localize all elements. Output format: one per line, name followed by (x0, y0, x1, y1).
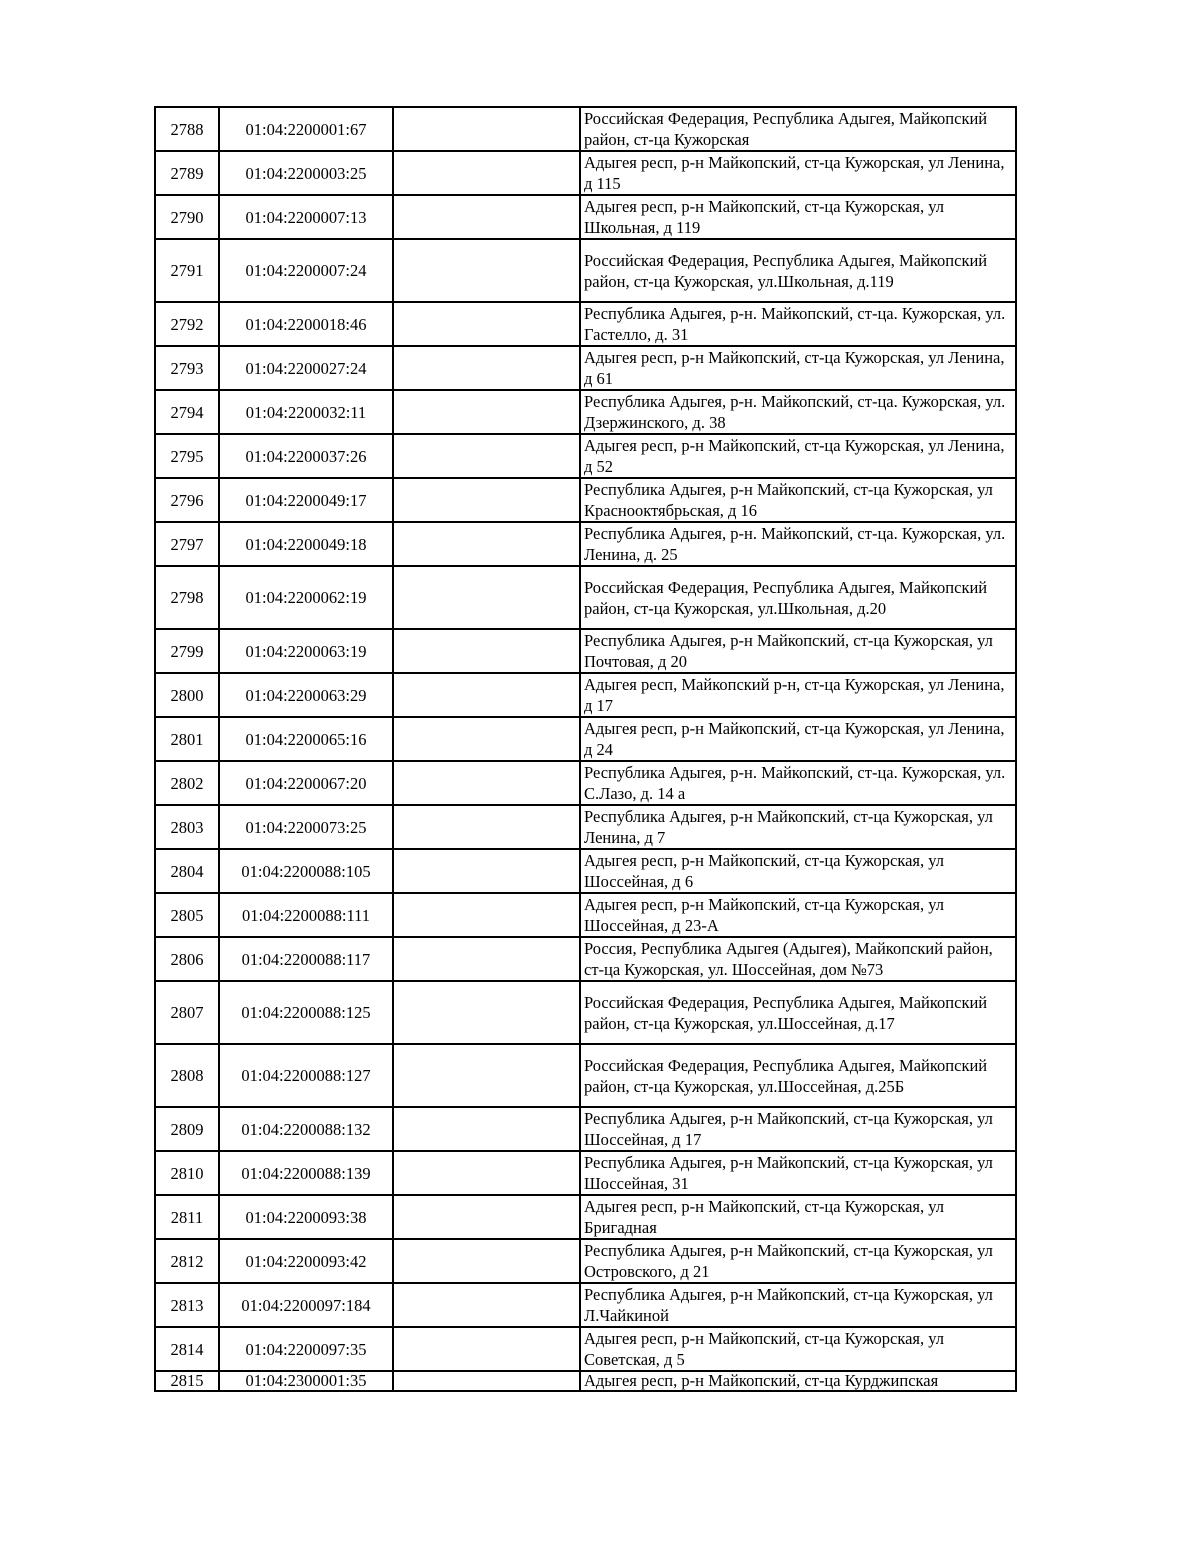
address-cell: Россия, Республика Адыгея (Адыгея), Майкопский район, ст-ца Кужорская, ул. Шоссейная, дом №73 (580, 937, 1016, 981)
address-cell: Адыгея респ, р-н Майкопский, ст-ца Кужорская, ул Школьная, д 119 (580, 195, 1016, 239)
cadastral-number-cell: 01:04:2200093:42 (219, 1239, 393, 1283)
table-row (155, 1371, 1016, 1391)
empty-cell (393, 566, 580, 629)
address-cell: Республика Адыгея, р-н Майкопский, ст-ца Кужорская, ул Островского, д 21 (580, 1239, 1016, 1283)
table-row (155, 629, 1016, 673)
address-cell: Адыгея респ, р-н Майкопский, ст-ца Кужорская, ул Бригадная (580, 1195, 1016, 1239)
empty-cell (393, 761, 580, 805)
table-row (155, 107, 1016, 151)
row-number-cell: 2806 (155, 937, 219, 981)
row-number-cell: 2809 (155, 1107, 219, 1151)
cadastral-number-cell: 01:04:2200037:26 (219, 434, 393, 478)
address-cell: Республика Адыгея, р-н Майкопский, ст-ца Кужорская, ул Почтовая, д 20 (580, 629, 1016, 673)
address-cell: Республика Адыгея, р-н Майкопский, ст-ца Кужорская, ул Краснооктябрьская, д 16 (580, 478, 1016, 522)
address-cell: Республика Адыгея, р-н. Майкопский, ст-ца. Кужорская, ул. Дзержинского, д. 38 (580, 390, 1016, 434)
empty-cell (393, 302, 580, 346)
row-number-cell: 2793 (155, 346, 219, 390)
cadastral-number-cell: 01:04:2200001:67 (219, 107, 393, 151)
row-number-cell: 2797 (155, 522, 219, 566)
table-row (155, 981, 1016, 1044)
empty-cell (393, 1283, 580, 1327)
address-cell: Российская Федерация, Республика Адыгея, Майкопский район, ст-ца Кужорская, ул.Школьная, д.20 (580, 566, 1016, 629)
table-row (155, 195, 1016, 239)
cadastral-number-cell: 01:04:2200088:105 (219, 849, 393, 893)
row-number-cell: 2815 (155, 1371, 219, 1391)
cadastral-number-cell: 01:04:2200027:24 (219, 346, 393, 390)
address-cell: Республика Адыгея, р-н Майкопский, ст-ца Кужорская, ул Л.Чайкиной (580, 1283, 1016, 1327)
address-cell: Адыгея респ, р-н Майкопский, ст-ца Кужорская, ул Ленина, д 61 (580, 346, 1016, 390)
table-row (155, 1239, 1016, 1283)
address-cell: Республика Адыгея, р-н Майкопский, ст-ца Кужорская, ул Шоссейная, 31 (580, 1151, 1016, 1195)
table-row (155, 346, 1016, 390)
row-number-cell: 2804 (155, 849, 219, 893)
table-row (155, 937, 1016, 981)
cadastral-number-cell: 01:04:2200073:25 (219, 805, 393, 849)
empty-cell (393, 673, 580, 717)
row-number-cell: 2799 (155, 629, 219, 673)
table-row (155, 390, 1016, 434)
table-row (155, 761, 1016, 805)
cadastral-number-cell: 01:04:2200049:17 (219, 478, 393, 522)
table-row (155, 566, 1016, 629)
empty-cell (393, 151, 580, 195)
row-number-cell: 2814 (155, 1327, 219, 1371)
row-number-cell: 2801 (155, 717, 219, 761)
row-number-cell: 2796 (155, 478, 219, 522)
row-number-cell: 2792 (155, 302, 219, 346)
address-cell: Адыгея респ, р-н Майкопский, ст-ца Кужорская, ул Ленина, д 52 (580, 434, 1016, 478)
row-number-cell: 2803 (155, 805, 219, 849)
cadastral-number-cell: 01:04:2200003:25 (219, 151, 393, 195)
records-table-wrapper (154, 106, 1015, 1392)
empty-cell (393, 849, 580, 893)
empty-cell (393, 346, 580, 390)
row-number-cell: 2802 (155, 761, 219, 805)
empty-cell (393, 1107, 580, 1151)
table-row (155, 239, 1016, 302)
cadastral-number-cell: 01:04:2200065:16 (219, 717, 393, 761)
address-cell: Российская Федерация, Республика Адыгея, Майкопский район, ст-ца Кужорская, ул.Школьная, д.119 (580, 239, 1016, 302)
table-row (155, 805, 1016, 849)
table-row (155, 302, 1016, 346)
address-cell: Адыгея респ, Майкопский р-н, ст-ца Кужорская, ул Ленина, д 17 (580, 673, 1016, 717)
table-row (155, 434, 1016, 478)
cadastral-number-cell: 01:04:2200007:24 (219, 239, 393, 302)
cadastral-number-cell: 01:04:2200063:19 (219, 629, 393, 673)
table-row (155, 1107, 1016, 1151)
row-number-cell: 2788 (155, 107, 219, 151)
cadastral-number-cell: 01:04:2200088:125 (219, 981, 393, 1044)
cadastral-number-cell: 01:04:2200097:35 (219, 1327, 393, 1371)
row-number-cell: 2813 (155, 1283, 219, 1327)
row-number-cell: 2800 (155, 673, 219, 717)
cadastral-number-cell: 01:04:2200063:29 (219, 673, 393, 717)
row-number-cell: 2810 (155, 1151, 219, 1195)
row-number-cell: 2808 (155, 1044, 219, 1107)
address-cell: Российская Федерация, Республика Адыгея, Майкопский район, ст-ца Кужорская, ул.Шоссейная, д.25Б (580, 1044, 1016, 1107)
empty-cell (393, 107, 580, 151)
empty-cell (393, 629, 580, 673)
address-cell: Адыгея респ, р-н Майкопский, ст-ца Курджипская (580, 1371, 1016, 1391)
cadastral-number-cell: 01:04:2200088:117 (219, 937, 393, 981)
cadastral-number-cell: 01:04:2200088:132 (219, 1107, 393, 1151)
empty-cell (393, 1044, 580, 1107)
table-row (155, 1044, 1016, 1107)
empty-cell (393, 1371, 580, 1391)
empty-cell (393, 717, 580, 761)
table-row (155, 1151, 1016, 1195)
empty-cell (393, 805, 580, 849)
table-row (155, 893, 1016, 937)
empty-cell (393, 478, 580, 522)
cadastral-number-cell: 01:04:2200018:46 (219, 302, 393, 346)
address-cell: Российская Федерация, Республика Адыгея, Майкопский район, ст-ца Кужорская (580, 107, 1016, 151)
row-number-cell: 2790 (155, 195, 219, 239)
address-cell: Республика Адыгея, р-н. Майкопский, ст-ца. Кужорская, ул. С.Лазо, д. 14 а (580, 761, 1016, 805)
empty-cell (393, 1327, 580, 1371)
table-row (155, 849, 1016, 893)
address-cell: Республика Адыгея, р-н. Майкопский, ст-ца. Кужорская, ул. Ленина, д. 25 (580, 522, 1016, 566)
cadastral-number-cell: 01:04:2200049:18 (219, 522, 393, 566)
table-row (155, 1283, 1016, 1327)
cadastral-number-cell: 01:04:2200067:20 (219, 761, 393, 805)
row-number-cell: 2812 (155, 1239, 219, 1283)
empty-cell (393, 434, 580, 478)
empty-cell (393, 390, 580, 434)
empty-cell (393, 1195, 580, 1239)
empty-cell (393, 981, 580, 1044)
cadastral-number-cell: 01:04:2300001:35 (219, 1371, 393, 1391)
cadastral-number-cell: 01:04:2200007:13 (219, 195, 393, 239)
records-table-body (155, 107, 1016, 1391)
address-cell: Адыгея респ, р-н Майкопский, ст-ца Кужорская, ул Шоссейная, д 6 (580, 849, 1016, 893)
cadastral-number-cell: 01:04:2200093:38 (219, 1195, 393, 1239)
cadastral-number-cell: 01:04:2200088:127 (219, 1044, 393, 1107)
empty-cell (393, 1151, 580, 1195)
table-row (155, 673, 1016, 717)
row-number-cell: 2798 (155, 566, 219, 629)
row-number-cell: 2795 (155, 434, 219, 478)
row-number-cell: 2805 (155, 893, 219, 937)
table-row (155, 717, 1016, 761)
cadastral-number-cell: 01:04:2200088:111 (219, 893, 393, 937)
cadastral-number-cell: 01:04:2200097:184 (219, 1283, 393, 1327)
row-number-cell: 2791 (155, 239, 219, 302)
row-number-cell: 2789 (155, 151, 219, 195)
table-row (155, 478, 1016, 522)
address-cell: Адыгея респ, р-н Майкопский, ст-ца Кужорская, ул Шоссейная, д 23-А (580, 893, 1016, 937)
table-row (155, 151, 1016, 195)
empty-cell (393, 522, 580, 566)
address-cell: Адыгея респ, р-н Майкопский, ст-ца Кужорская, ул Ленина, д 24 (580, 717, 1016, 761)
empty-cell (393, 1239, 580, 1283)
table-row (155, 1327, 1016, 1371)
empty-cell (393, 195, 580, 239)
table-row (155, 522, 1016, 566)
address-cell: Адыгея респ, р-н Майкопский, ст-ца Кужорская, ул Ленина, д 115 (580, 151, 1016, 195)
address-cell: Республика Адыгея, р-н. Майкопский, ст-ца. Кужорская, ул. Гастелло, д. 31 (580, 302, 1016, 346)
cadastral-number-cell: 01:04:2200032:11 (219, 390, 393, 434)
cadastral-number-cell: 01:04:2200062:19 (219, 566, 393, 629)
empty-cell (393, 937, 580, 981)
address-cell: Адыгея респ, р-н Майкопский, ст-ца Кужорская, ул Советская, д 5 (580, 1327, 1016, 1371)
records-table (154, 106, 1017, 1392)
row-number-cell: 2807 (155, 981, 219, 1044)
address-cell: Российская Федерация, Республика Адыгея, Майкопский район, ст-ца Кужорская, ул.Шоссейная, д.17 (580, 981, 1016, 1044)
empty-cell (393, 239, 580, 302)
empty-cell (393, 893, 580, 937)
row-number-cell: 2794 (155, 390, 219, 434)
row-number-cell: 2811 (155, 1195, 219, 1239)
address-cell: Республика Адыгея, р-н Майкопский, ст-ца Кужорская, ул Ленина, д 7 (580, 805, 1016, 849)
address-cell: Республика Адыгея, р-н Майкопский, ст-ца Кужорская, ул Шоссейная, д 17 (580, 1107, 1016, 1151)
table-row (155, 1195, 1016, 1239)
cadastral-number-cell: 01:04:2200088:139 (219, 1151, 393, 1195)
